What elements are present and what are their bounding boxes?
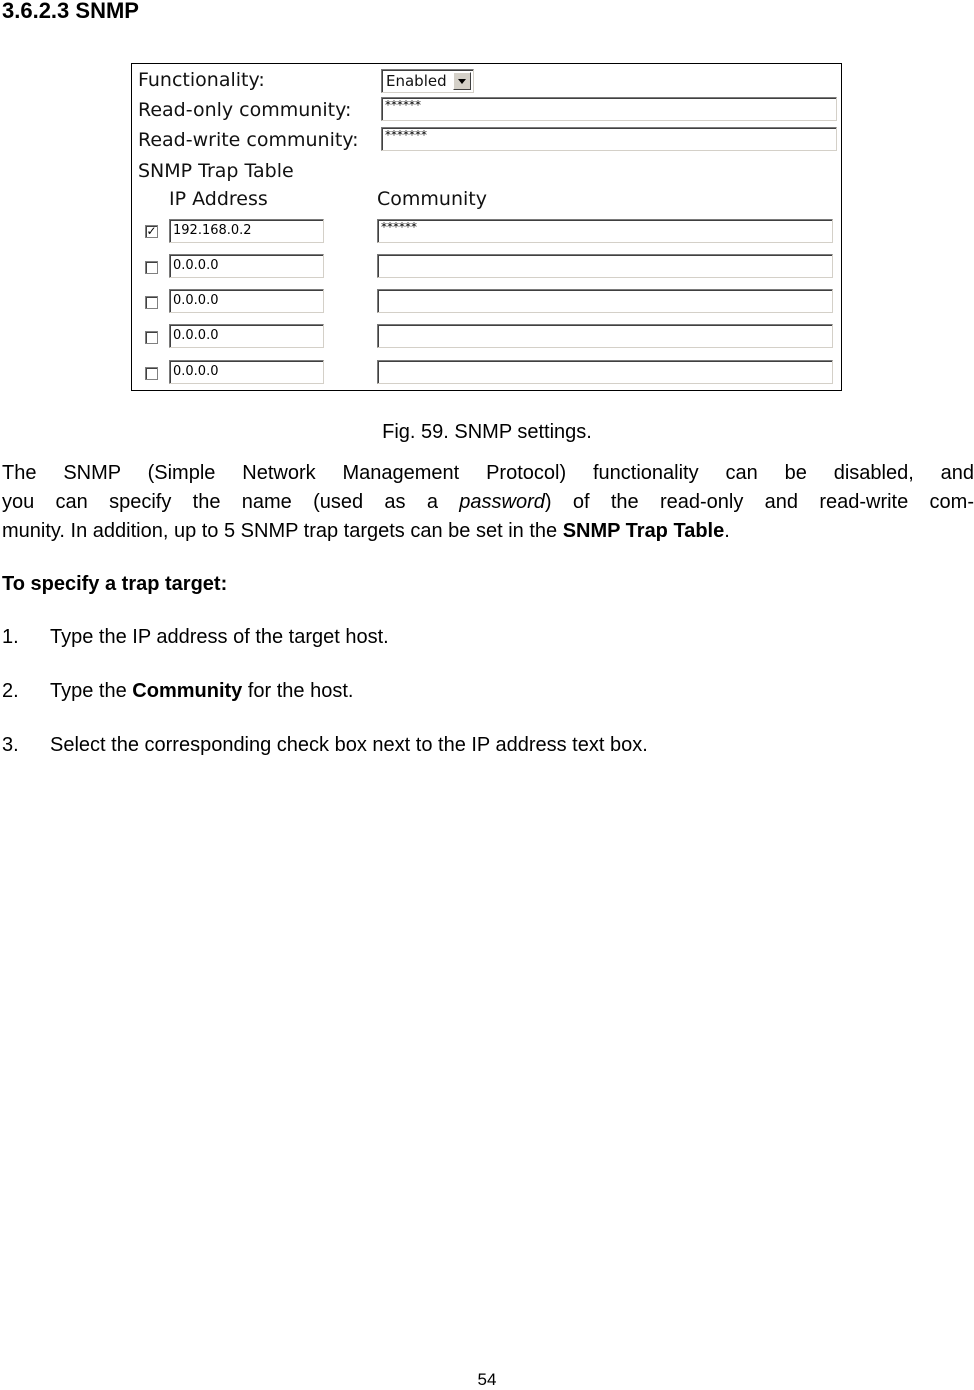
step-3-number: 3. [2, 734, 19, 756]
trap-row-5-ip-input[interactable]: 0.0.0.0 [169, 360, 324, 384]
functionality-select-value: Enabled [386, 72, 447, 90]
paragraph-line-1: The SNMP (Simple Network Management Protocol) functionality can be disabled, and [2, 462, 974, 484]
read-write-community-input[interactable]: ******* [381, 127, 837, 151]
trap-row-5-community-input[interactable] [377, 360, 833, 384]
step-2-number: 2. [2, 680, 19, 702]
read-write-community-label: Read-write community: [138, 129, 359, 151]
step-1-number: 1. [2, 626, 19, 648]
ip-address-column-header: IP Address [169, 188, 268, 210]
read-only-community-input[interactable]: ****** [381, 97, 837, 121]
paragraph-line-3-start: munity. In addition, up to 5 SNMP trap targets can be set in the [2, 520, 563, 542]
trap-row-4-ip-input[interactable]: 0.0.0.0 [169, 324, 324, 348]
read-only-community-label: Read-only community: [138, 99, 352, 121]
trap-row-1-ip-input[interactable]: 192.168.0.2 [169, 219, 324, 243]
step-3-text: Select the corresponding check box next to the IP address text box. [50, 734, 648, 756]
community-column-header: Community [377, 188, 487, 210]
paragraph-line-3-end: . [724, 520, 730, 542]
paragraph-line-2-start: you can specify the name (used as a [2, 491, 460, 513]
page-number: 54 [477, 1370, 497, 1389]
paragraph-line-2 [2, 488, 974, 517]
trap-row-3-ip-input[interactable]: 0.0.0.0 [169, 289, 324, 313]
trap-table-reference: SNMP Trap Table [562, 520, 725, 542]
trap-row-1-community-input[interactable]: ****** [377, 219, 833, 243]
trap-row-3-community-input[interactable] [377, 289, 833, 313]
step-1-text: Type the IP address of the target host. [50, 626, 389, 648]
section-title: 3.6.2.3 SNMP [2, 0, 139, 23]
trap-table-title: SNMP Trap Table [138, 160, 294, 182]
password-emphasis: password [459, 491, 545, 513]
step-2-text-start: Type the [50, 680, 133, 702]
community-emphasis: Community [132, 680, 243, 702]
chevron-down-icon[interactable] [453, 72, 471, 90]
trap-row-1-checkbox[interactable]: ✓ [146, 224, 157, 238]
trap-row-5-checkbox[interactable] [145, 367, 158, 380]
trap-row-2-community-input[interactable] [377, 254, 833, 278]
functionality-select[interactable] [381, 69, 474, 93]
figure-caption: Fig. 59. SNMP settings. [382, 421, 592, 443]
procedure-title: To specify a trap target: [2, 573, 228, 595]
trap-row-4-checkbox[interactable] [145, 331, 158, 344]
description-paragraph [2, 459, 974, 546]
trap-row-2-ip-input[interactable]: 0.0.0.0 [169, 254, 324, 278]
snmp-settings-figure [131, 63, 842, 391]
trap-row-3-checkbox[interactable] [145, 296, 158, 309]
functionality-label: Functionality: [138, 69, 265, 91]
paragraph-line-2-end: ) of the read-only and read-write com- [544, 491, 974, 513]
paragraph-line-3 [2, 517, 974, 546]
step-2-text-end: for the host. [242, 680, 354, 702]
trap-row-2-checkbox[interactable] [145, 261, 158, 274]
trap-row-4-community-input[interactable] [377, 324, 833, 348]
step-2-text [50, 680, 353, 703]
